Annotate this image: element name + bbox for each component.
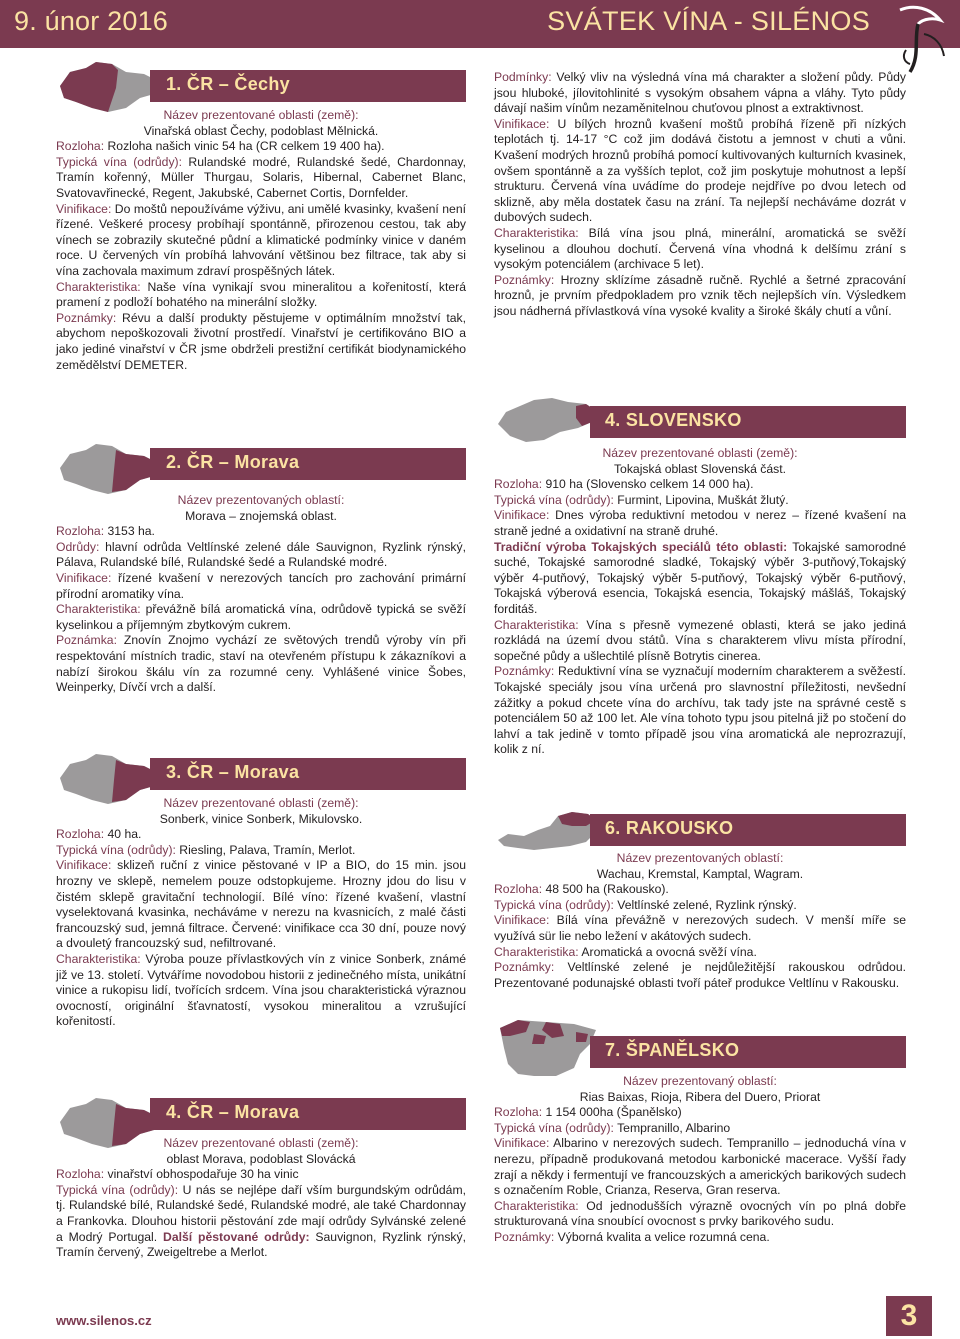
poznamky-value: Hrozny sklízíme zásadně ručně. Rychlé a šetrné zpracování hroznů, je prvním předpokladem pro vznik těch nejlepších vín. Výsledkem jsou nádherná přívlastková vína vysoké kvality a široké škály chutí a vůní. <box>494 272 906 318</box>
poznamka-label: Poznámka: <box>56 633 117 648</box>
vinifikace-label: Vinifikace: <box>56 858 112 873</box>
typicka-value: U nás se nejlépe daří vším burgundským odrůdám, tj. Rulandské bílé, Rulandské šedé, Rulandské modré, ale také Chardonnay a Frankovka. Dlouhou historii pěstování zde mají odrůdy Sylvánské zelené a Modrý Portugal. <box>56 1182 466 1244</box>
area-value: Morava – znojemská oblast. <box>185 508 337 523</box>
poznamky-value: Révu a další produkty pěstujeme v optimálním množství tak, abychom nepoškozovali životní prostředí. Vinařství je certifikováno BIO a jako jediné vinařství v ČR jsme obdrželi prestižní certifikát biodynamického zemědělství DEMETER. <box>56 310 466 372</box>
podminky-value: Velký vliv na výsledná vína má charakter a složení půdy. Půdy jsou hluboké, jílovitohlinité s vysokým obsahem vápna a vláhy. Tyto půdy dávají našim vínům nezaměnitelnou chuťovou plnost a extraktivnost. <box>494 70 906 116</box>
charakteristika-value: Vína s přesně vymezené oblasti, která se jako jediná rozkládá na území dvou států. Vína s charakterem vlivu místa přírodní, sopečné půdy a ušlechtilé plísně Botrytis cinerea. <box>494 617 906 663</box>
rozloha-value: 910 ha (Slovensko celkem 14 000 ha). <box>542 477 754 492</box>
rozloha-label: Rozloha: <box>494 882 543 897</box>
area-label: Název prezentované oblasti (země): <box>602 446 798 460</box>
poznamka-value: Znovín Znojmo vychází ze světových trendů výroby vín při respektování místních tradic, staví na otevřeném přístupu k zákazníkovi a nabízí širokou škálu vín za rozumné ceny. Vyhlášené vinice Šobes, Weinperky, Dívčí vrch a další. <box>56 633 466 695</box>
charakteristika-value: Aromatická a ovocná svěží vína. <box>578 944 757 959</box>
rozloha-value: 48 500 ha (Rakousko). <box>542 882 669 897</box>
poznamky-value: Reduktivní vína se vyznačují moderním charakterem a svěžestí. Tokajské speciály jsou vína určená pro slavnostní příležitosti, nevšední zážitky a pokud chcete vína do archívu, tak tady jste na správné cestě s potenciálem 50 až 100 let. Ale vína tohoto typu jsou pitelná již po stočení do lahví a tak jedině v tomto případě jsou vína aromatická ale neprozrazují, kolik z ní. <box>494 664 906 757</box>
vinifikace-value: Bílá vína převážně v nerezových sudech. V menší míře se využívá sür lie nebo ležení v akátových sudech. <box>494 913 906 943</box>
vinifikace-label: Vinifikace: <box>494 913 550 928</box>
section-5-title: 4. SLOVENSKO <box>605 410 742 430</box>
vinifikace-value: Albarino v nerezových sudech. Tempranillo – jednoduchá vína v nerezu, případně produkovaná metodou karbonické macerace. Vyšší řady zrají a někdy i fermentují ve francouzských a amerických barikových sudech s označením Roble, Crianza, Reserva, Gran reserva. <box>494 1136 906 1198</box>
poznamky-value: Výborná kvalita a velice rozumná cena. <box>554 1229 770 1244</box>
section-1-body <box>56 108 466 373</box>
typicka-value: Tempranillo, Albarino <box>613 1120 731 1135</box>
rozloha-value: 40 ha. <box>104 827 142 842</box>
rozloha-value: vinařství obhospodařuje 30 ha vinic <box>104 1167 299 1182</box>
austria-map-icon <box>494 806 602 854</box>
poznamky-label: Poznámky: <box>494 1229 555 1244</box>
rozloha-label: Rozloha: <box>56 524 105 539</box>
tradicni-label: Tradiční výroba Tokajských speciálů této oblasti: <box>494 539 788 554</box>
area-value: oblast Morava, podoblast Slovácká <box>166 1151 356 1166</box>
area-value: Wachau, Kremstal, Kamptal, Wagram. <box>596 866 804 881</box>
section-1-title: 1. ČR – Čechy <box>166 74 290 94</box>
tradicni-value: Tokajské samorodné suché, Tokajské samorodné sladké, Tokajský výběr 3-putňový,Tokajský výběr 4-putňový, Tokajský výběr 5-putňový, Tokajský výběr 6-putňový, Tokajská výberová esencia, Tokajská esencia, Tokajský mášláš, Tokajský forditáš. <box>494 539 906 616</box>
spain-map-icon <box>494 1016 602 1080</box>
issue-date: 9. únor 2016 <box>14 6 169 36</box>
section-4-body <box>56 1136 466 1261</box>
grapevine-logo-icon <box>874 0 952 78</box>
czech-moravia-map-icon <box>56 440 164 498</box>
poznamky-label: Poznámky: <box>494 960 555 975</box>
page-header <box>0 0 960 48</box>
typicka-value: Furmint, Lipovina, Muškát žlutý. <box>613 492 789 507</box>
area-label: Název prezentované oblasti (země): <box>163 1136 359 1150</box>
rozloha-label: Rozloha: <box>56 827 105 842</box>
charakteristika-label: Charakteristika: <box>56 951 141 966</box>
section-3-body <box>56 796 466 1030</box>
vinifikace-label: Vinifikace: <box>494 508 550 523</box>
charakteristika-value: převážně bílá aromatická vína, odrůdově typická se svěží kyselinkou a příjemným zbytkovým cukrem. <box>56 602 466 632</box>
area-value: Tokajská oblast Slovenská část. <box>613 461 787 476</box>
typicka-value: Veltlínské zelené, Ryzlink rýnský. <box>613 897 797 912</box>
section-6-title: 6. RAKOUSKO <box>605 818 734 838</box>
podminky-label: Podmínky: <box>494 70 552 84</box>
section-7-title: 7. ŠPANĚLSKO <box>605 1040 740 1060</box>
charakteristika-label: Charakteristika: <box>494 617 579 632</box>
charakteristika-label: Charakteristika: <box>494 944 579 959</box>
section-4-continued-body <box>494 70 906 320</box>
poznamky-label: Poznámky: <box>494 664 555 679</box>
charakteristika-value: Výroba pouze přívlastkových vín z vinice Sonberk, známé již ve 13. století. Vytváříme novodobou historii z jedinečného místa, unikátní vinice a rukopisu lidí, tvořících srdcem. Vína jsou charakteristická výraznou ovocností, originální šťavnatostí, vysokou mineralitou a vzrušující kořenitostí. <box>56 951 466 1029</box>
area-label: Název prezentované oblasti (země): <box>163 796 359 810</box>
footer-website-link[interactable]: www.silenos.cz <box>56 1313 152 1328</box>
charakteristika-label: Charakteristika: <box>56 279 141 294</box>
dalsi-label: Další pěstované odrůdy: <box>163 1229 310 1244</box>
charakteristika-label: Charakteristika: <box>494 225 579 240</box>
area-value: Rias Baixas, Rioja, Ribera del Duero, Priorat <box>579 1089 821 1104</box>
typicka-value: Rulandské modré, Rulandské šedé, Chardonnay, Tramín kořenný, Müller Thurgau, Solaris, Hibernal, Cabernet Blanc, Svatovavřinecké, Regent, Jakubské, Cabernet Cortis, Dornfelder. <box>56 154 466 200</box>
area-value: Sonberk, vinice Sonberk, Mikulovsko. <box>159 811 363 826</box>
vinifikace-value: U bílých hroznů kvašení moštů probíhá řízeně při nízkých teplotách tj. 14-17 °C což jim dodává čistotu a jemnost v chuti a vůni. Kvašení modrých hroznů probíhá pomocí kultivovaných kulturních kvasinek, ovšem spontánně a za vyšších teplot, což jim poskytuje mohutnost a lepší strukturu. Červená vína uvádíme do prodeje nejdříve po dvou letech od sklizně, aby měla dostatek času na zrání. Ta nejlepší necháváme dozrát v dubových sudech. <box>494 116 906 225</box>
publication-title: SVÁTEK VÍNA - SILÉNOS <box>547 6 870 36</box>
typicka-label: Typická vína (odrůdy): <box>494 1120 614 1135</box>
charakteristika-label: Charakteristika: <box>56 602 141 617</box>
section-2-title: 2. ČR – Morava <box>166 452 300 472</box>
slovakia-map-icon <box>494 394 602 446</box>
charakteristika-value: Od jednodušších výrazně ovocných vín po plná dobře strukturovaná vína snoubící ovocnost s prvky barikového sudu. <box>494 1198 906 1229</box>
rozloha-value: 1 154 000ha (Španělsko) <box>542 1105 682 1120</box>
charakteristika-value: Bílá vína jsou plná, minerální, aromatická se svěží kyselinou a dlouhou dochutí. Červená vína vhodná k delšímu zrání s vysokým potenciálem (archivace 5 let). <box>494 225 906 272</box>
page-number: 3 <box>886 1296 932 1336</box>
charakteristika-label: Charakteristika: <box>494 1198 579 1213</box>
odrudy-value: hlavní odrůda Veltlínské zelené dále Sauvignon, Ryzlink rýnský, Pálava, Rulandské bílé, Rulandské šedé a Rulandské modré. <box>56 539 466 570</box>
vinifikace-label: Vinifikace: <box>56 570 112 585</box>
rozloha-label: Rozloha: <box>494 1105 543 1120</box>
rozloha-label: Rozloha: <box>56 139 105 154</box>
vinifikace-value: řízené kvašení v nerezových tancích pro zachování primární přírodní aromatiky vína. <box>56 570 466 601</box>
rozloha-value: Rozloha našich vinic 54 ha (CR celkem 19 400 ha). <box>104 139 385 154</box>
section-4-title: 4. ČR – Morava <box>166 1102 300 1122</box>
vinifikace-value: sklizeň ruční z vinice pěstované v IP a BIO, do 15 min. jsou hrozny ve sklepě, nemelem pouze odstopkujeme. Hrozny jdou do lisu v čistém sklepě gravitační technologií. Bílé víno: řízené kvašení, vlastní vyselektovaná kvasinka, necháváme v nerezu na kvasnicích, z malé části francouzský sud, jemná filtrace. Červené: vinifikace cca 30 dní, pouze nový a dvouletý francouzský sud, nefiltrované. <box>56 858 466 951</box>
area-label: Název prezentovaných oblastí: <box>616 851 784 865</box>
vinifikace-label: Vinifikace: <box>494 116 550 131</box>
odrudy-label: Odrůdy: <box>56 539 100 554</box>
area-label: Název prezentovaný oblastí: <box>623 1074 777 1088</box>
section-6-body <box>494 851 906 991</box>
vinifikace-value: Do moštů nepoužíváme výživu, ani umělé kvasinky, kvašení není řízené. Veškeré procesy probíhají spontánně, přirozenou cestou, tak aby vínech se zobrazily skutečné půdní a klimatické podmínky vinice v daném roce. U červených vín probíhá lahvování většinou bez filtrace, tak aby si vína zachovala maximum zdraví prospěšných látek. <box>56 201 466 278</box>
section-2-body <box>56 493 466 696</box>
typicka-label: Typická vína (odrůdy): <box>56 842 176 857</box>
section-3-title: 3. ČR – Morava <box>166 762 300 782</box>
section-7-body <box>494 1074 906 1246</box>
rozloha-value: 3153 ha. <box>104 524 155 539</box>
vinifikace-label: Vinifikace: <box>494 1136 550 1151</box>
area-value: Vinařská oblast Čechy, podoblast Mělnická. <box>143 123 379 138</box>
poznamky-label: Poznámky: <box>494 272 555 287</box>
typicka-label: Typická vína (odrůdy): <box>56 154 182 169</box>
vinifikace-label: Vinifikace: <box>56 201 112 216</box>
vinifikace-value: Dnes výroba reduktivní metodou v nerez – řízené kvašení na straně jedné a oxidativní na straně druhé. <box>494 508 906 538</box>
typicka-value: Riesling, Palava, Tramín, Merlot. <box>175 842 356 857</box>
section-5-body <box>494 446 906 758</box>
poznamky-label: Poznámky: <box>56 310 117 325</box>
typicka-label: Typická vína (odrůdy): <box>494 492 614 507</box>
dalsi-value: Sauvignon, Ryzlink rýnský, Tramín červený, Zweigeltrebe a Merlot. <box>56 1229 466 1260</box>
poznamky-value: Veltlínské zelené je nejdůležitější rakouskou odrůdou. Prezentované podunajské oblasti tvoří páteř produkce Veltlínu v Rakousku. <box>494 960 906 990</box>
typicka-label: Typická vína (odrůdy): <box>494 897 614 912</box>
rozloha-label: Rozloha: <box>494 477 543 492</box>
typicka-label: Typická vína (odrůdy): <box>56 1182 179 1197</box>
charakteristika-value: Naše vína vynikají svou mineralitou a kořenitostí, která pramení z podloží bohatého na minerální složky. <box>56 279 466 310</box>
rozloha-label: Rozloha: <box>56 1167 105 1182</box>
area-label: Název prezentovaných oblastí: <box>177 493 345 507</box>
area-label: Název prezentované oblasti (země): <box>163 108 359 122</box>
